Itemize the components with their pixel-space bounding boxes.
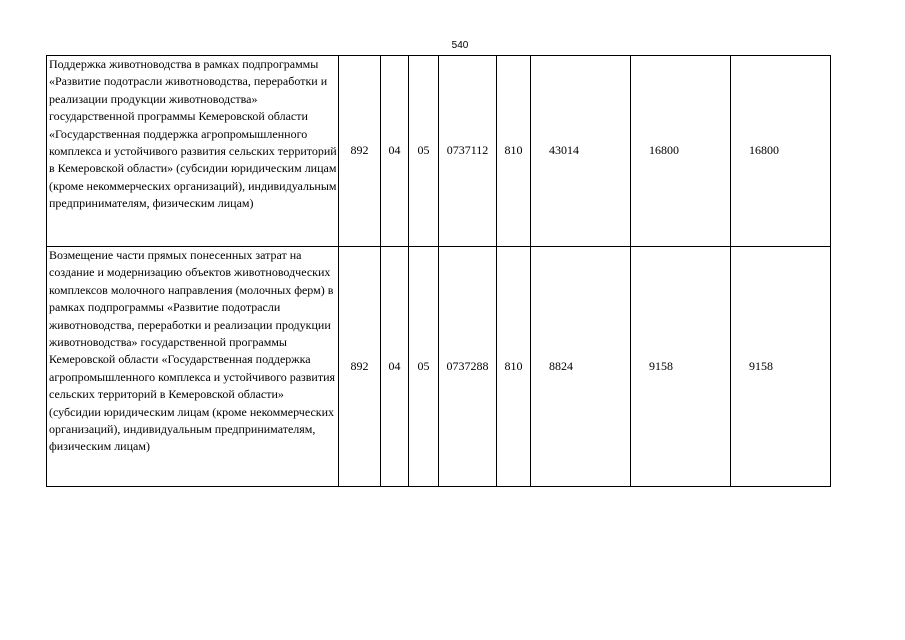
row-description: Поддержка животноводства в рамках подпрограммы «Развитие подотрасли животноводства, переработки и реализации продукции животноводства» государственной программы Кемеровской области «Государственная поддержка агропромышленного комплекса и устойчивого развития сельских территорий в Кемеровской области» (субсидии юридическим лицам (кроме некоммерческих организаций), индивидуальным предпринимателям, физическим лицам) xyxy=(47,56,339,247)
subsection-code: 05 xyxy=(409,247,439,487)
section-code: 04 xyxy=(381,56,409,247)
budget-table xyxy=(46,55,831,487)
ministry-code: 892 xyxy=(339,247,381,487)
amount-year-2: 16800 xyxy=(631,56,731,247)
table-row xyxy=(47,56,831,247)
expense-type-code: 810 xyxy=(497,247,531,487)
target-article-code: 0737112 xyxy=(439,56,497,247)
subsection-code: 05 xyxy=(409,56,439,247)
table-row xyxy=(47,247,831,487)
page-number: 540 xyxy=(451,40,469,51)
amount-year-3: 9158 xyxy=(731,247,831,487)
amount-year-1: 8824 xyxy=(531,247,631,487)
target-article-code: 0737288 xyxy=(439,247,497,487)
ministry-code: 892 xyxy=(339,56,381,247)
amount-year-1: 43014 xyxy=(531,56,631,247)
row-description: Возмещение части прямых понесенных затрат на создание и модернизацию объектов животноводческих комплексов молочного направления (молочных ферм) в рамках подпрограммы «Развитие подотрасли животноводства, переработки и реализации продукции животноводства» государственной программы Кемеровской области «Государственная поддержка агропромышленного комплекса и устойчивого развития сельских территорий в Кемеровской области» (субсидии юридическим лицам (кроме некоммерческих организаций), индивидуальным предпринимателям, физическим лицам) xyxy=(47,247,339,487)
section-code: 04 xyxy=(381,247,409,487)
amount-year-2: 9158 xyxy=(631,247,731,487)
amount-year-3: 16800 xyxy=(731,56,831,247)
expense-type-code: 810 xyxy=(497,56,531,247)
